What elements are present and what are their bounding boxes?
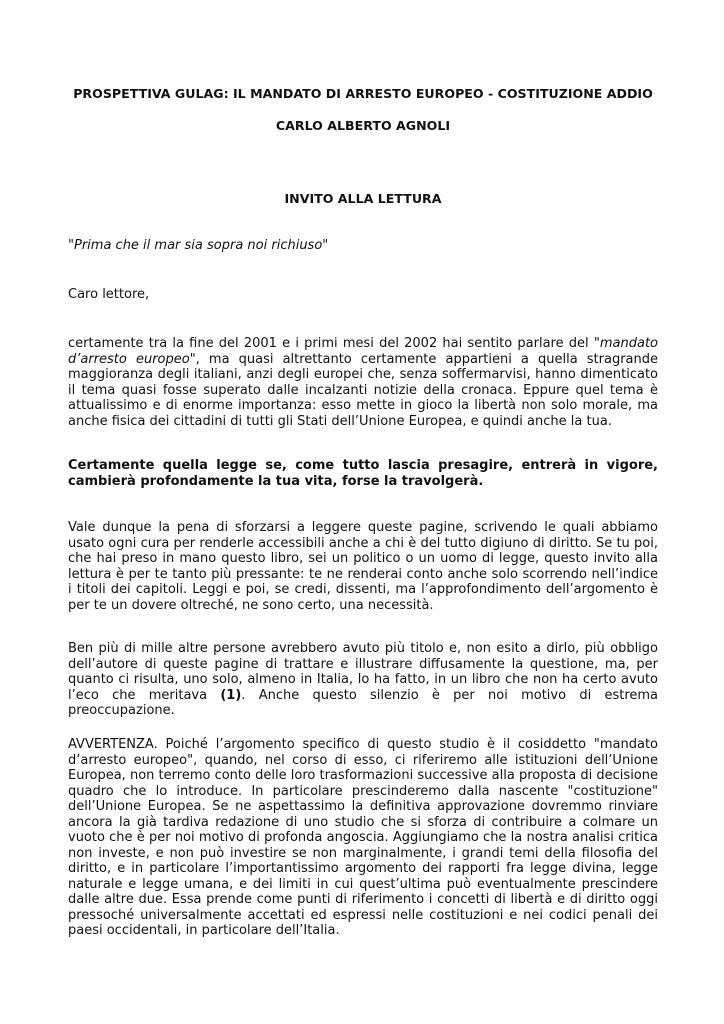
section-heading: INVITO ALLA LETTURA [284, 191, 442, 206]
epigraph-close-quote: " [322, 238, 329, 253]
epigraph [68, 238, 328, 254]
document-title: PROSPETTIVA GULAG: IL MANDATO DI ARRESTO EUROPEO - COSTITUZIONE ADDIO [73, 86, 653, 101]
paragraph-3: Vale dunque la pena di sforzarsi a leggere queste pagine, scrivendo le quali abbiamo usato ogni cura per renderle accessibili anche a chi è del tutto digiuno di diritto. Se tu poi, che hai preso in mano questo libro, sei un politico o un uomo di legge, questo invito alla lettura è per te tanto più pressante: te ne renderai conto anche solo scorrendo nell’indice i titoli dei capitoli. Leggi e poi, se credi, dissenti, ma l’approfondimento dell’argomento è per te un dovere oltreché, ne sono certo, una necessità. [68, 520, 658, 613]
paragraph-1 [68, 336, 658, 429]
paragraph-4 [68, 641, 658, 719]
paragraph-1-italic: mandato d’arresto europeo [68, 336, 658, 367]
paragraph-1-after: ", ma quasi altrettanto certamente appartieni a quella stragrande maggioranza degli italiani, anzi degli europei che, senza soffermarvisi, hanno dimenticato il tema quasi fosse superato dalle incalzanti notizie della cronaca. Eppure quel tema è attualissimo e di enorme importanza: esso mette in gioco la libertà non solo morale, ma anche fisica dei cittadini di tutti gli Stati dell’Unione Europea, e quindi anche la tua. [68, 351, 659, 429]
epigraph-text: Prima che il mar sia sopra noi richiuso [73, 238, 323, 253]
paragraph-2-bold: Certamente quella legge se, come tutto lascia presagire, entrerà in vigore, cambierà profondamente la tua vita, forse la travolgerà. [68, 458, 658, 489]
paragraph-1-before: certamente tra la fine del 2001 e i primi mesi del 2002 hai sentito parlare del " [68, 336, 600, 351]
author-name: CARLO ALBERTO AGNOLI [275, 118, 451, 133]
paragraph-4-before: Ben più di mille altre persone avrebbero avuto più titolo e, non esito a dirlo, più obbligo dell’autore di queste pagine di trattare e illustrare diffusamente la questione, ma, per quanto ci risulta, uno solo, almeno in Italia, lo ha fatto, in un libro che non ha certo avuto l’eco che meritava [68, 641, 658, 703]
paragraph-4-after: . Anche questo silenzio è per noi motivo di estrema preoccupazione. [68, 687, 658, 718]
epigraph-open-quote: " [68, 238, 74, 253]
salutation: Caro lettore, [68, 287, 150, 302]
footnote-ref: (1) [220, 687, 242, 703]
paragraph-5-avvertenza: AVVERTENZA. Poiché l’argomento specifico di questo studio è il cosiddetto "mandato d’arresto europeo", quando, nel corso di esso, ci riferiremo alle istituzioni dell’Unione Europea, non terremo conto delle loro trasformazioni successive alla proposta di decisione quadro che lo introduce. In particolare prescinderemo dalla nascente "costituzione" dell’Unione Europea. Se ne aspettassimo la definitiva approvazione dovremmo rinviare ancora la già tardiva redazione di uno studio che si sforza di contribuire a colmare un vuoto che è per noi motivo di profonda angoscia. Aggiungiamo che la nostra analisi critica non investe, e non può investire se non marginalmente, i grandi temi della filosofia del diritto, e in particolare l’importantissimo argomento dei rapporti fra legge divina, legge naturale e legge umana, e dei limiti in cui quest’ultima può eventualmente prescindere dalle altre due. Essa prende come punti di riferimento i concetti di libertà e di diritto oggi pressoché universalmente accettati ed espressi nelle costituzioni e nei codici penali dei paesi occidentali, in particolare dell’Italia. [68, 737, 658, 938]
